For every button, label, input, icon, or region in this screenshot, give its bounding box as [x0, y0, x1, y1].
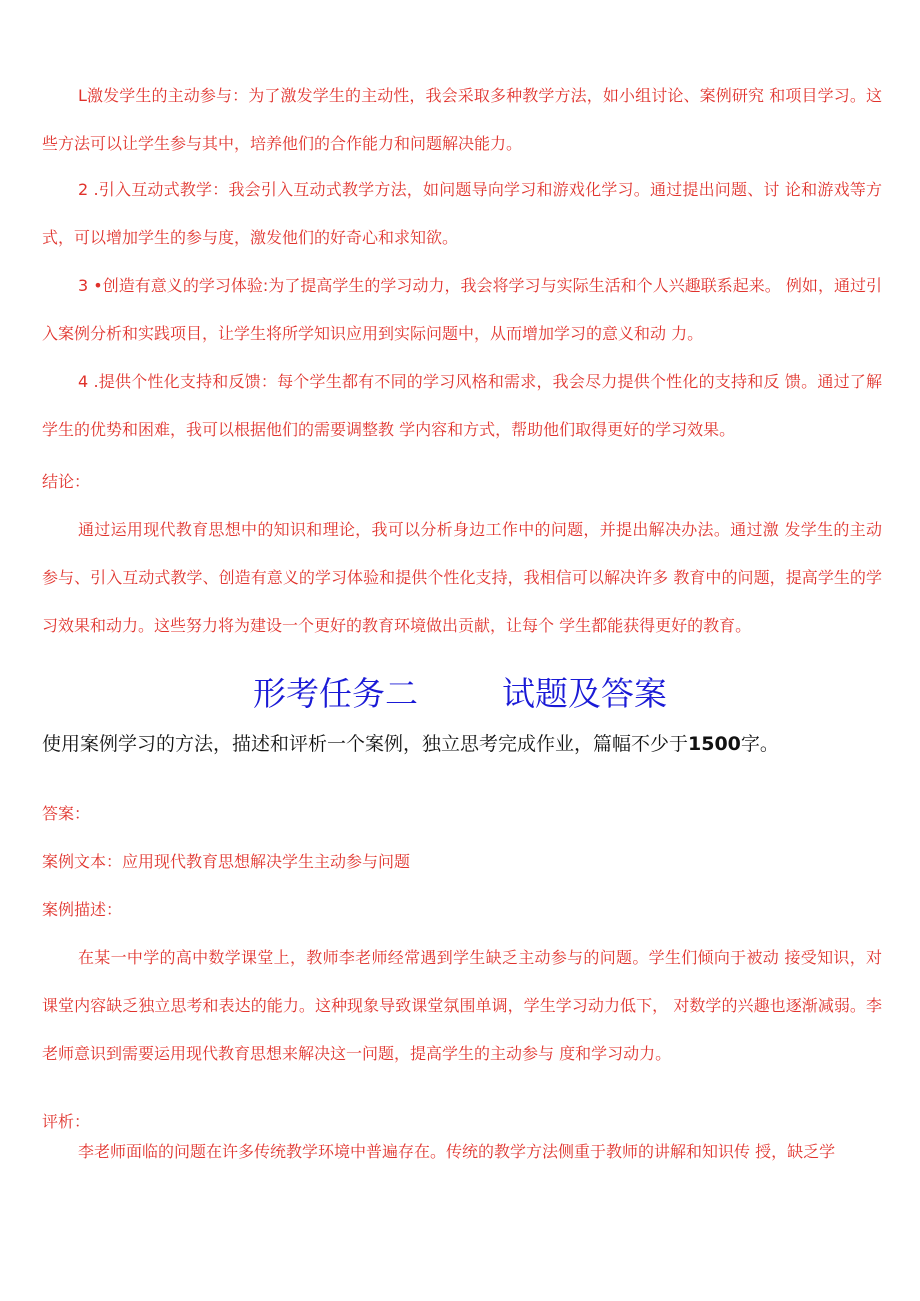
case-description-paragraph: 在某一中学的高中数学课堂上，教师李老师经常遇到学生缺乏主动参与的问题。学生们倾向于被动 接受知识，对课堂内容缺乏独立思考和表达的能力。这种现象导致课堂氛围单调，学生学习动力低下， 对数学的兴趣也逐渐减弱。李老师意识到需要运用现代教育思想来解决这一问题，提高学生的主动参与 度和学习动力。 — [42, 948, 882, 1063]
answer-label: 答案： — [42, 804, 91, 823]
section-heading: 形考任务二 试题及答案 — [253, 674, 667, 713]
conclusion-paragraph: 通过运用现代教育思想中的知识和理论，我可以分析身边工作中的问题，并提出解决办法。通过激 发学生的主动参与、引入互动式教学、创造有意义的学习体验和提供个性化支持，我相信可以解决许多 教育中的问题，提高学生的学习效果和动力。这些努力将为建设一个更好的教育环境做出贡献，让每个 学生都能获得更好的教育。 — [42, 520, 882, 635]
paragraph-interactive-teaching: 2 .引入互动式教学：我会引入互动式教学方法，如问题导向学习和游戏化学习。通过提出问题、讨 论和游戏等方式，可以增加学生的参与度，激发他们的好奇心和求知欲。 — [42, 180, 882, 247]
paragraph-personalized-support: 4 .提供个性化支持和反馈：每个学生都有不同的学习风格和需求，我会尽力提供个性化的支持和反 馈。通过了解学生的优势和困难，我可以根据他们的需要调整教 学内容和方式，帮助他们取得更好的学习效果。 — [42, 372, 882, 439]
analysis-label: 评析： — [42, 1112, 91, 1131]
conclusion-label: 结论： — [42, 472, 91, 491]
task-word-count: 1500 — [688, 733, 741, 755]
paragraph-active-participation: L激发学生的主动参与：为了激发学生的主动性，我会采取多种教学方法，如小组讨论、案例研究 和项目学习。这些方法可以让学生参与其中，培养他们的合作能力和问题解决能力。 — [42, 86, 882, 153]
task-instruction — [42, 730, 902, 758]
task-prefix: 使用案例学习的方法，描述和评析一个案例，独立思考完成作业，篇幅不少于 — [42, 733, 689, 755]
case-description-label: 案例描述： — [42, 900, 123, 919]
case-title: 案例文本：应用现代教育思想解决学生主动参与问题 — [42, 852, 411, 871]
paragraph-meaningful-learning: 3 •创造有意义的学习体验:为了提高学生的学习动力，我会将学习与实际生活和个人兴趣联系起来。 例如，通过引入案例分析和实践项目，让学生将所学知识应用到实际问题中，从而增加学习的意义和动 力。 — [42, 276, 882, 343]
task-suffix: 字。 — [740, 733, 779, 755]
analysis-paragraph: 李老师面临的问题在许多传统教学环境中普遍存在。传统的教学方法侧重于教师的讲解和知识传 授，缺乏学 — [78, 1142, 836, 1161]
